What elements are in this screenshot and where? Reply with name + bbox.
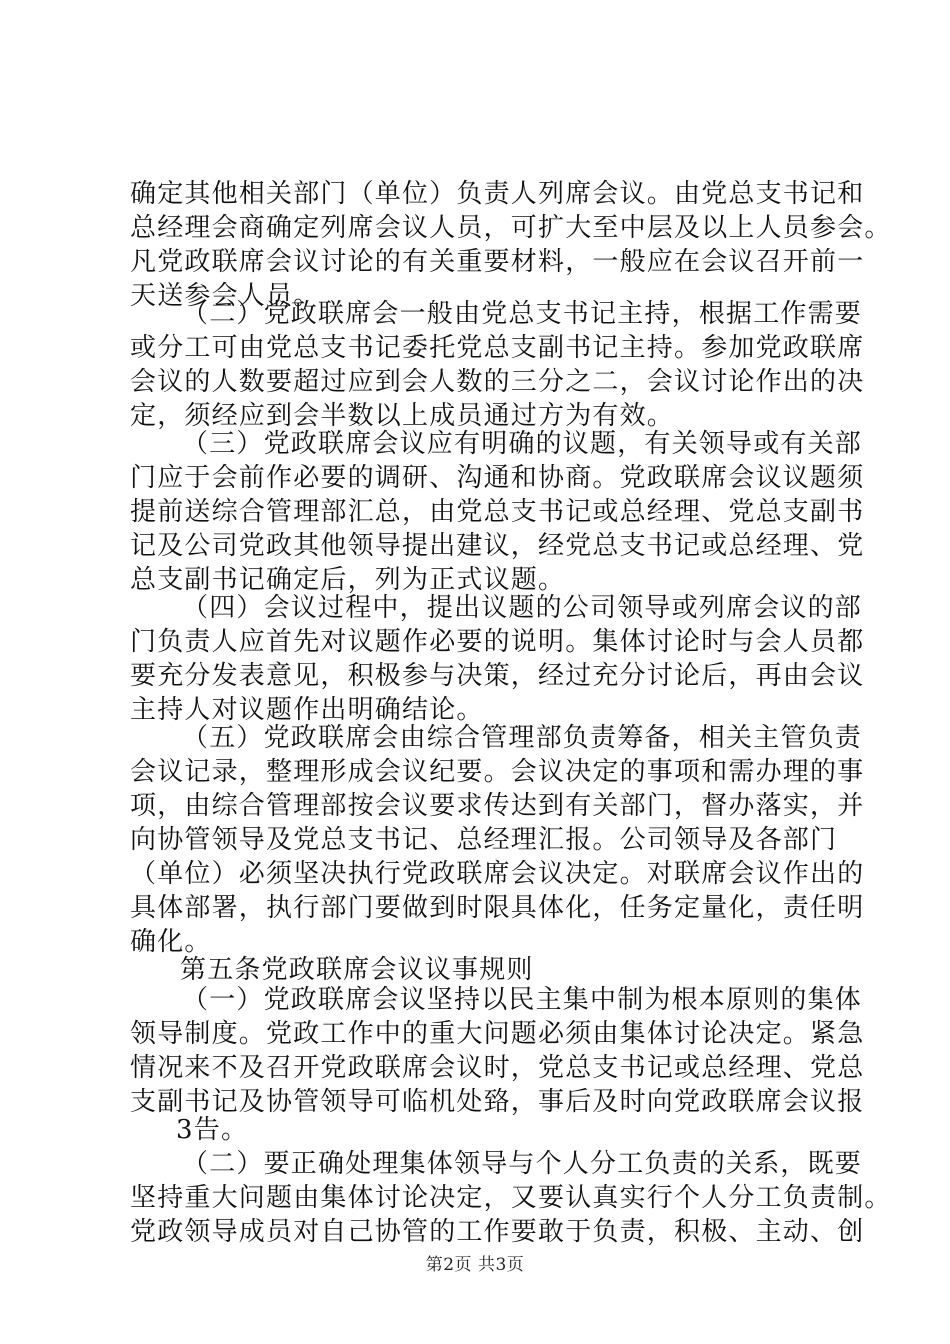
paragraph-start-line: （三）党政联席会议应有明确的议题，有关领导或有关部 xyxy=(182,429,863,459)
text-line: 或分工可由党总支书记委托党总支副书记主持。参加党政联席 xyxy=(130,333,865,363)
text-line: 门应于会前作必要的调研、沟通和协商。党政联席会议议题须 xyxy=(130,463,865,493)
paragraph-start-line: （二）党政联席会一般由党总支书记主持，根据工作需要 xyxy=(182,299,863,329)
text-line: 门负责人应首先对议题作必要的说明。集体讨论时与会人员都 xyxy=(130,627,865,657)
text-line: 具体部署，执行部门要做到时限具体化，任务定量化，责任明 xyxy=(130,893,865,923)
text-line: 定，须经应到会半数以上成员通过方为有效。 xyxy=(130,401,675,431)
text-line: 总经理会商确定列席会议人员，可扩大至中层及以上人员参会。 xyxy=(130,213,892,243)
text-line: 党政领导成员对自己协管的工作要敢于负责，积极、主动、创 xyxy=(130,1217,865,1247)
text-line: 会议的人数要超过应到会人数的三分之二，会议讨论作出的决 xyxy=(130,367,865,397)
page-number-footer: 第2页 共3页 xyxy=(425,1255,525,1275)
text-line: 确定其他相关部门（单位）负责人列席会议。由党总支书记和 xyxy=(130,179,865,209)
text-line: 3告。 xyxy=(176,1115,249,1145)
text-line: 天送参会人员。 xyxy=(130,281,321,311)
text-line: 总支副书记确定后，列为正式议题。 xyxy=(130,565,566,595)
text-line: 领导制度。党政工作中的重大问题必须由集体讨论决定。紧急 xyxy=(130,1019,865,1049)
section-heading: 第五条党政联席会议议事规则 xyxy=(180,955,534,985)
paragraph-start-line: （四）会议过程中，提出议题的公司领导或列席会议的部 xyxy=(182,593,863,623)
text-line: 向协管领导及党总支书记、总经理汇报。公司领导及各部门 xyxy=(130,825,838,855)
text-line: 会议记录，整理形成会议纪要。会议决定的事项和需办理的事 xyxy=(130,757,865,787)
text-line: 坚持重大问题由集体讨论决定，又要认真实行个人分工负责制。 xyxy=(130,1183,892,1213)
text-line: 要充分发表意见，积极参与决策，经过充分讨论后，再由会议 xyxy=(130,661,865,691)
text-line: 支副书记及协管领导可临机处臵，事后及时向党政联席会议报 xyxy=(130,1087,865,1117)
text-line: 提前送综合管理部汇总，由党总支书记或总经理、党总支副书 xyxy=(130,497,865,527)
paragraph-start-line: （一）党政联席会议坚持以民主集中制为根本原则的集体 xyxy=(182,985,863,1015)
text-line: 项，由综合管理部按会议要求传达到有关部门，督办落实，并 xyxy=(130,791,865,821)
text-line: 确化。 xyxy=(130,927,212,957)
paragraph-start-line: （二）要正确处理集体领导与个人分工负责的关系，既要 xyxy=(182,1149,863,1179)
text-line: 凡党政联席会议讨论的有关重要材料，一般应在会议召开前一 xyxy=(130,247,865,277)
text-line: 情况来不及召开党政联席会议时，党总支书记或总经理、党总 xyxy=(130,1053,865,1083)
text-line: 主持人对议题作出明确结论。 xyxy=(130,695,484,725)
text-line: （单位）必须坚决执行党政联席会议决定。对联席会议作出的 xyxy=(130,859,865,889)
paragraph-start-line: （五）党政联席会由综合管理部负责筹备，相关主管负责 xyxy=(182,723,863,753)
text-line: 记及公司党政其他领导提出建议，经党总支书记或总经理、党 xyxy=(130,531,865,561)
